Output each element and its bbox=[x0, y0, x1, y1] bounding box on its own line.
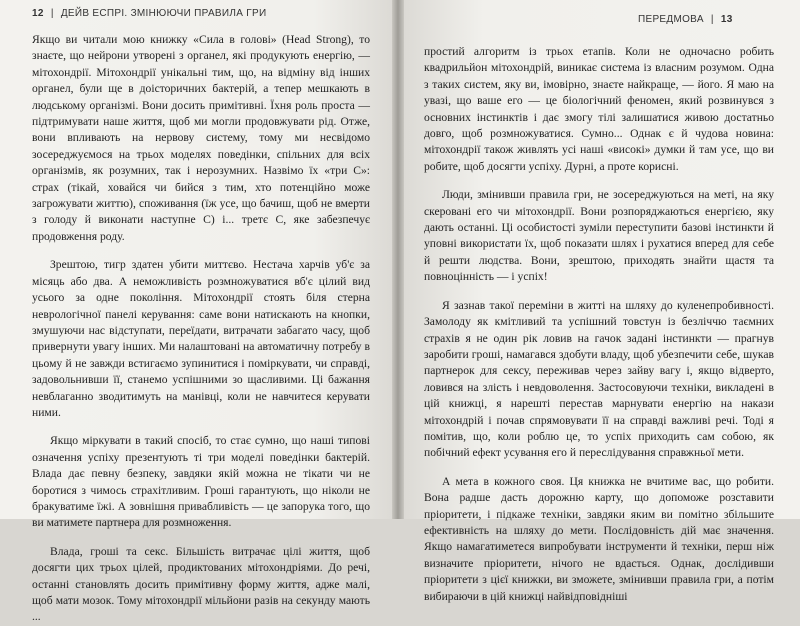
paragraph: А мета в кожного своя. Ця книжка не вчитиме вас, що робити. Вона радше дасть дорожню карту, що допоможе розставити пріоритети, і підкаже техніки, завдяки яким ви помітно збільшите ефективність на шляху до мети. Послідовність дій має значення. Якщо намагатиметеся випробувати інструменти й техніки, перш ніж визначите пріоритети, нічого не вдасться. Однак, дослідивши пріоритети з цієї книжки, ви зможете, змінивши правила гри, а потім вибираючи в цій книжці найвідповідніші bbox=[424, 474, 774, 603]
right-page bbox=[404, 0, 800, 603]
paragraph: Зрештою, тигр здатен убити миттєво. Нестача харчів уб'є за місяць або два. А неможливість розмножуватися вб'є цілий вид усього за одне покоління. Мітохондрії стоять біля стерна неврологічної панелі керування: саме вони натискають на кнопки, змушуючи нас відступати, переїдати, витрачати забагато часу, щоб привернути увагу інших. Ми налаштовані на автоматичну потребу в цьому й не завжди встигаємо зупинитися і поміркувати, чи справді, задовольнивши її, станемо успішними зо щасливими. Ці бажання невблаганно зводитимуть на манівці, коли не навчитеся керувати ними. bbox=[32, 258, 370, 419]
paragraph: Влада, гроші та секс. Більшість витрачає цілі життя, щоб досягти цих трьох цілей, продиктованих мітохондріями. До речі, останні становлять досить примітивну форму життя, адже малі, щоб мати мозок. Тому мітохондрії мільйони разів на секунду мають ... bbox=[32, 544, 370, 624]
paragraph: Якщо міркувати в такий спосіб, то стає сумно, що наші типові означення успіху презентують ті три моделі поведінки бактерій. Влада дає певну безпеку, завдяки якій можна не тікати чи не боротися з чимось страхітливим. Гроші гарантують, що ніколи не бракуватиме їжі. А зовнішня привабливість — це запорука того, що ви матимете партнера для розмноження. bbox=[32, 434, 370, 530]
right-page-header bbox=[424, 12, 774, 28]
header-separator: | bbox=[710, 14, 714, 25]
right-page-body bbox=[424, 44, 774, 605]
paragraph: простий алгоритм із трьох етапів. Коли не одночасно робить квадрильйон мітохондрій, виникає система із власним розумом. Одна з таких систем, яку ви, імовірно, знаєте найкраще, — його. Я маю на увазі, що ваше его — це біологічний феномен, який розвинувся з основних інстинктів і дає змогу тілі залишатися живою достатньо довго, щоб розмножуватися. Сумно... Однак є й чудова новина: мітохондрії також живлять усі наші «високі» думки й там усе, що ви робите, щоб досягти успіху. Дурні, а проте корисні. bbox=[424, 45, 774, 173]
paragraph: Якщо ви читали мою книжку «Сила в голові» (Head Strong), то знаєте, що нейрони утворені з органел, які продукують енергію, — мітохондрії. Мітохондрії унікальні тим, що, на відміну від інших органел, були ще в доісторичних бактерій, а тепер мешкають в людському організмі. Вони досить примітивні. Їхня роль проста — підтримувати наше життя, щоб ми могли продовжувати рід. Отже, вони впливають на нервову систему, тому ми несвідомо зосереджуємося на трьох моделях поведінки, спільних для всіх організмів, як розумних, так і нерозумних. Назвімо їх «три С»: страх (тікай, ховайся чи бийся з тим, хто потенційно може загрожувати життю), споживання (їж усе, що бачиш, щоб не вмерти з голоду й виконати наступне С) і... третє С, яке забезпечує продовження роду. bbox=[32, 33, 370, 243]
header-separator: | bbox=[50, 8, 54, 19]
paragraph: Я зазнав такої переміни в житті на шляху до куленепробивності. Замолоду як кмітливий та успішний товстун із безліччю таємних страхів я не один рік ловив на гачок задані інстинкти — прагнув заробити гроші, намагався здобути владу, щоб убезпечити себе, шукав партнерок для сексу, переживав через зайву вагу і, якщо відверто, ловився на злість і невдоволення. Застосовуючи техніки, викладені в цій книжці, я нарешті перестав марнувати енергію на накази мітохондрій і почав спрямовувати її на справді важливі речі. Тоді я помітив, що, коли роблю це, то успіх приходить сам собою, як побічний ефект усування его й переслідування справжньої мети. bbox=[424, 298, 774, 460]
left-page-number: 12 bbox=[32, 8, 44, 19]
left-page-body bbox=[32, 32, 370, 626]
book-gutter bbox=[392, 0, 404, 519]
left-running-title: ДЕЙВ ЕСПРІ. ЗМІНЮЮЧИ ПРАВИЛА ГРИ bbox=[60, 8, 267, 19]
left-page-header bbox=[32, 6, 370, 22]
right-page-number: 13 bbox=[720, 14, 733, 25]
right-running-title: ПЕРЕДМОВА bbox=[638, 14, 704, 25]
left-page bbox=[0, 0, 392, 624]
paragraph: Люди, змінивши правила гри, не зосереджуються на меті, на яку скеровані его чи мітохондрії. Вони розпоряджаються енергією, яку дають останні. Ці особистості зуміли переступити базові інстинкти й уповні використати їх, щоб показати шлях і рухатися вперед для себе й решти людства. Вони, зрештою, приходять знайти щастя та повноцінність — і успіх! bbox=[424, 188, 774, 284]
